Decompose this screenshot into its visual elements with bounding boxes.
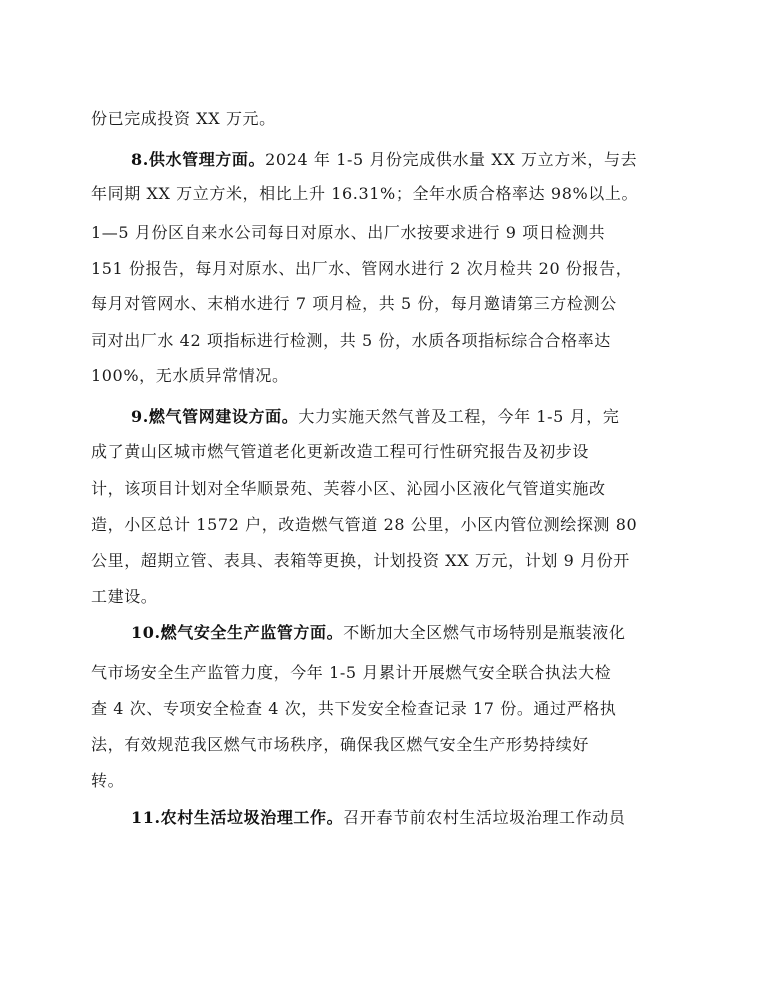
- paragraph-line: [91, 733, 691, 757]
- paragraph-line: [91, 440, 691, 464]
- paragraph-line: [131, 405, 731, 429]
- body-text: 不断加大全区燃气市场特别是瓶装液化: [343, 623, 626, 642]
- body-text: 气市场安全生产监管力度，今年 1-5 月累计开展燃气安全联合执法大检: [91, 663, 612, 682]
- paragraph-line: [91, 769, 691, 793]
- body-text: 100%，无水质异常情况。: [91, 366, 289, 385]
- body-text: 工建设。: [91, 587, 158, 606]
- paragraph-line: [91, 221, 691, 245]
- body-text: 份已完成投资 XX 万元。: [91, 109, 276, 128]
- paragraph-line: [131, 806, 731, 830]
- body-text: 每月对管网水、末梢水进行 7 项月检，共 5 份，每月邀请第三方检测公: [91, 294, 617, 313]
- paragraph-line: [91, 257, 691, 281]
- section-heading-8: 8.供水管理方面。: [131, 150, 266, 169]
- paragraph-line: [131, 621, 731, 645]
- body-text: 1—5 月份区自来水公司每日对原水、出厂水按要求进行 9 项日检测共: [91, 223, 606, 242]
- paragraph-line: [91, 661, 691, 685]
- body-text: 公里，超期立管、表具、表箱等更换，计划投资 XX 万元，计划 9 月份开: [91, 551, 630, 570]
- body-text: 成了黄山区城市燃气管道老化更新改造工程可行性研究报告及初步设: [91, 442, 590, 461]
- body-text: 2024 年 1-5 月份完成供水量 XX 万立方米，与去: [265, 150, 638, 169]
- body-text: 大力实施天然气普及工程，今年 1-5 月，完: [298, 407, 620, 426]
- paragraph-line: [91, 292, 691, 316]
- paragraph-line: [91, 182, 691, 206]
- paragraph-line: [91, 477, 691, 501]
- paragraph-line: [91, 329, 691, 353]
- section-heading-9: 9.燃气管网建设方面。: [131, 407, 299, 426]
- paragraph-line: [91, 364, 691, 388]
- body-text: 查 4 次、专项安全检查 4 次，共下发安全检查记录 17 份。通过严格执: [91, 699, 617, 718]
- paragraph-line: [91, 585, 691, 609]
- body-text: 转。: [91, 771, 125, 790]
- section-heading-10: 10.燃气安全生产监管方面。: [131, 623, 344, 642]
- paragraph-line: [91, 107, 691, 131]
- body-text: 法，有效规范我区燃气市场秩序，确保我区燃气安全生产形势持续好: [91, 735, 590, 754]
- section-heading-11: 11.农村生活垃圾治理工作。: [131, 808, 344, 827]
- body-text: 司对出厂水 42 项指标进行检测，共 5 份，水质各项指标综合合格率达: [91, 331, 611, 350]
- paragraph-line: [91, 549, 691, 573]
- paragraph-line: [91, 697, 691, 721]
- paragraph-line: [131, 148, 731, 172]
- body-text: 造，小区总计 1572 户，改造燃气管道 28 公里，小区内管位测绘探测 80: [91, 515, 638, 534]
- body-text: 召开春节前农村生活垃圾治理工作动员: [343, 808, 626, 827]
- paragraph-line: [91, 513, 691, 537]
- body-text: 年同期 XX 万立方米，相比上升 16.31%；全年水质合格率达 98%以上。: [91, 184, 639, 203]
- body-text: 151 份报告，每月对原水、出厂水、管网水进行 2 次月检共 20 份报告，: [91, 259, 633, 278]
- body-text: 计，该项目计划对全华顺景苑、芙蓉小区、沁园小区液化气管道实施改: [91, 479, 606, 498]
